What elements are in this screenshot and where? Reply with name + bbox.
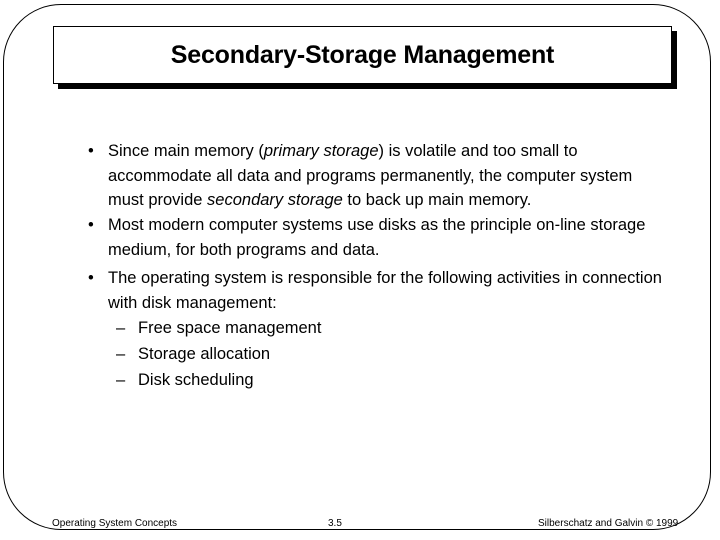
bullet-1-part-5: to back up main memory. [342, 191, 532, 209]
bullet-2-part-1: Most modern computer systems use disks as the principle on-line storage medium, for both programs and data. [108, 216, 646, 259]
sub-bullet-marker: – [116, 319, 126, 337]
sub-bullet-marker: – [116, 371, 126, 389]
bullet-3-part-1: The operating system is responsible for the following activities in connection with disk management: [108, 269, 662, 312]
bullet-text-3 [108, 266, 668, 315]
bullet-1-part-3: ) is volatile and too small to accommodate all data and programs permanently, the computer system must provide [108, 142, 633, 209]
footer-copyright: Silberschatz and Galvin © 1999 [538, 518, 679, 529]
bullet-marker: • [88, 216, 94, 234]
sub-list-item [116, 342, 270, 366]
title-box [53, 26, 672, 84]
bullet-text-2 [108, 213, 668, 262]
bullet-1-part-1: Since main memory ( [108, 142, 264, 160]
bullet-1-part-4: secondary storage [207, 191, 343, 209]
bullet-marker: • [88, 142, 94, 160]
bullet-marker: • [88, 269, 94, 287]
bullet-text-1 [108, 139, 668, 213]
sub-list-item [116, 316, 321, 340]
footer-course-title: Operating System Concepts [52, 518, 178, 529]
sub-item-label: Disk scheduling [138, 371, 254, 389]
sub-list-item [116, 368, 254, 392]
slide-title: Secondary-Storage Management [170, 40, 555, 69]
sub-item-label: Free space management [138, 319, 322, 337]
footer-page-number: 3.5 [328, 518, 342, 529]
bullet-1-part-2: primary storage [263, 142, 379, 160]
sub-item-label: Storage allocation [138, 345, 271, 363]
sub-bullet-marker: – [116, 345, 126, 363]
